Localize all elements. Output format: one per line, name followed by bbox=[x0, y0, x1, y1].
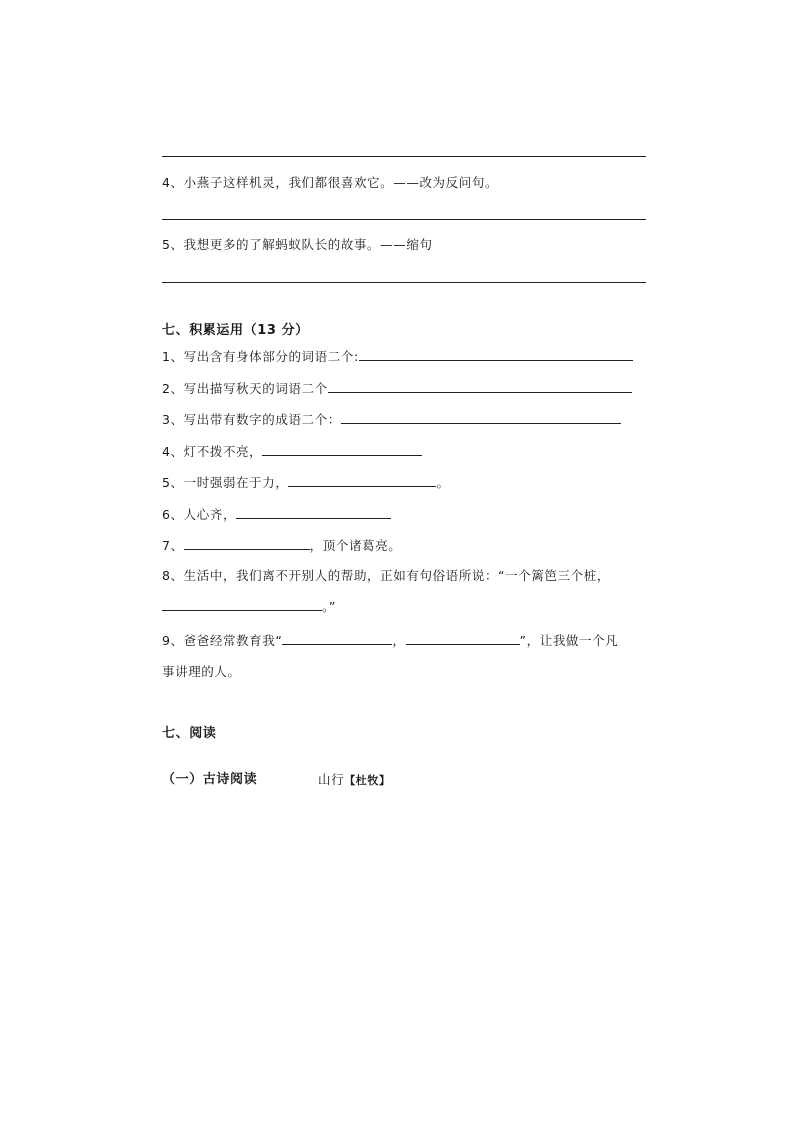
section-heading-reading: 七、阅读 bbox=[162, 726, 217, 741]
accumulation-item-4 bbox=[162, 443, 422, 460]
accumulation-item-9 bbox=[162, 632, 618, 649]
accumulation-item-8 bbox=[162, 568, 610, 584]
item-text: 1、写出含有身体部分的词语二个: bbox=[162, 349, 359, 364]
fill-blank[interactable] bbox=[162, 598, 322, 611]
accumulation-item-8-cont bbox=[162, 598, 336, 615]
accumulation-item-2 bbox=[162, 380, 632, 397]
accumulation-item-1 bbox=[162, 348, 633, 365]
item-text: 9、爸爸经常教育我“ bbox=[162, 633, 283, 648]
fill-blank[interactable] bbox=[359, 348, 633, 361]
answer-line-4[interactable] bbox=[162, 219, 646, 220]
poem-author: 【杜牧】 bbox=[344, 774, 391, 787]
reading-subheading: （一）古诗阅读 bbox=[162, 772, 258, 787]
accumulation-item-6 bbox=[162, 506, 391, 523]
question-shorten-5: 5、我想更多的了解蚂蚁队长的故事。——缩句 bbox=[162, 237, 433, 252]
poem-title bbox=[318, 772, 391, 789]
accumulation-item-3 bbox=[162, 411, 621, 428]
fill-blank[interactable] bbox=[328, 380, 632, 393]
question-rewrite-4: 4、小燕子这样机灵，我们都很喜欢它。——改为反问句。 bbox=[162, 175, 499, 190]
item-suffix: ，顶个诸葛亮。 bbox=[309, 538, 402, 553]
fill-blank[interactable] bbox=[341, 411, 621, 424]
poem-title-text: 山行 bbox=[318, 772, 345, 787]
answer-line-5[interactable] bbox=[162, 282, 646, 283]
item-suffix: ”，让我做一个凡 bbox=[519, 633, 619, 648]
fill-blank[interactable] bbox=[288, 474, 436, 487]
item-text: 6、人心齐， bbox=[162, 507, 237, 522]
item-mid: ， bbox=[392, 633, 406, 648]
item-text: 7、 bbox=[162, 538, 184, 553]
accumulation-item-9-cont: 事讲理的人。 bbox=[162, 664, 241, 679]
item-text: 4、灯不拨不亮， bbox=[162, 444, 263, 459]
item-suffix: 。” bbox=[322, 599, 336, 614]
item-text: 3、写出带有数字的成语二个： bbox=[162, 412, 341, 427]
item-text: 8、生活中，我们离不开别人的帮助，正如有句俗语所说：“一个篱笆三个桩， bbox=[162, 568, 610, 583]
fill-blank[interactable] bbox=[184, 537, 310, 550]
accumulation-item-5 bbox=[162, 474, 450, 491]
item-suffix: 。 bbox=[436, 475, 450, 490]
item-text: 2、写出描写秋天的词语二个 bbox=[162, 381, 328, 396]
fill-blank[interactable] bbox=[282, 632, 392, 645]
fill-blank[interactable] bbox=[236, 506, 391, 519]
answer-line-3[interactable] bbox=[162, 156, 646, 157]
fill-blank[interactable] bbox=[406, 632, 520, 645]
section-heading-accumulation: 七、积累运用（13 分） bbox=[162, 323, 309, 338]
fill-blank[interactable] bbox=[262, 443, 422, 456]
item-text: 5、一时强弱在于力， bbox=[162, 475, 289, 490]
accumulation-item-7 bbox=[162, 537, 401, 554]
